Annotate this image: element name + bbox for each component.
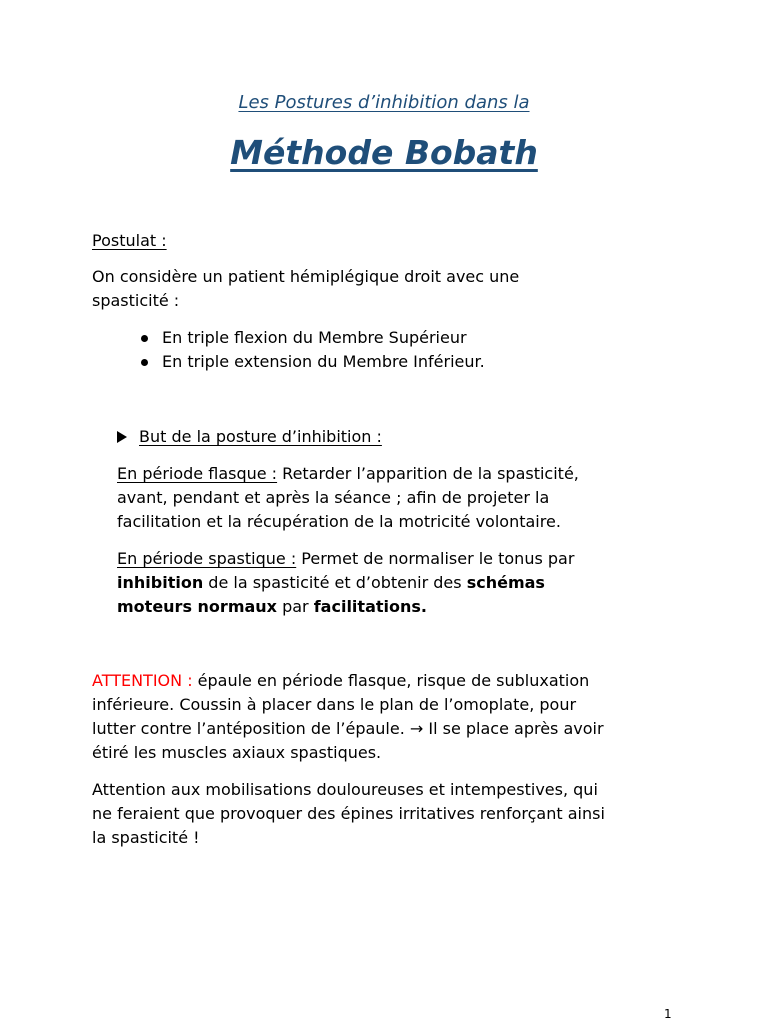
note-line1: Attention aux mobilisations douloureuses et intempestives, qui: [92, 780, 598, 799]
postulat-intro-line2: spasticité :: [92, 291, 180, 310]
spastique-bold-moteurs: moteurs normaux: [117, 597, 277, 616]
spastique-text-2: de la spasticité et d’obtenir des: [203, 573, 467, 592]
spastique-bold-facilitations: facilitations.: [313, 597, 427, 616]
attention-line1: [92, 669, 589, 693]
flasque-label: En période flasque :: [117, 464, 278, 483]
spastique-label: En période spastique :: [117, 549, 297, 568]
spastique-bold-inhibition: inhibition: [117, 573, 204, 592]
attention-text-1: épaule en période flasque, risque de subluxation: [192, 671, 590, 690]
attention-label: ATTENTION :: [92, 671, 193, 690]
page-number: 1: [664, 1007, 672, 1021]
flasque-line3: facilitation et la récupération de la motricité volontaire.: [117, 512, 561, 531]
flasque-text-1: Retarder l’apparition de la spasticité,: [277, 464, 579, 483]
postulat-intro-line1: On considère un patient hémiplégique droit avec une: [92, 267, 520, 286]
attention-line2: inférieure. Coussin à placer dans le plan de l’omoplate, pour: [92, 695, 577, 714]
document-subtitle: Les Postures d’inhibition dans la: [238, 92, 530, 113]
note-line3: la spasticité !: [92, 828, 200, 847]
attention-line3: lutter contre l’antéposition de l’épaule. → Il se place après avoir: [92, 719, 604, 738]
spastique-line2: [117, 571, 545, 595]
spastique-text-3: par: [277, 597, 314, 616]
flasque-line1: [117, 462, 579, 486]
postulat-bullet-list: [138, 326, 485, 374]
arrow-bullet-icon: [117, 431, 127, 443]
but-heading: But de la posture d’inhibition :: [139, 427, 382, 446]
spastique-text-1: Permet de normaliser le tonus par: [296, 549, 575, 568]
postulat-heading: Postulat :: [92, 231, 167, 250]
bullet-item: En triple flexion du Membre Supérieur: [138, 326, 485, 350]
flasque-line2: avant, pendant et après la séance ; afin de projeter la: [117, 488, 550, 507]
spastique-line3: [117, 595, 427, 619]
spastique-line1: [117, 547, 574, 571]
note-line2: ne feraient que provoquer des épines irritatives renforçant ainsi: [92, 804, 605, 823]
spastique-bold-schemas: schémas: [466, 573, 545, 592]
but-heading-row: [117, 425, 382, 449]
bullet-item: En triple extension du Membre Inférieur.: [138, 350, 485, 374]
attention-line4: étiré les muscles axiaux spastiques.: [92, 743, 382, 762]
document-title: Méthode Bobath: [230, 133, 538, 172]
